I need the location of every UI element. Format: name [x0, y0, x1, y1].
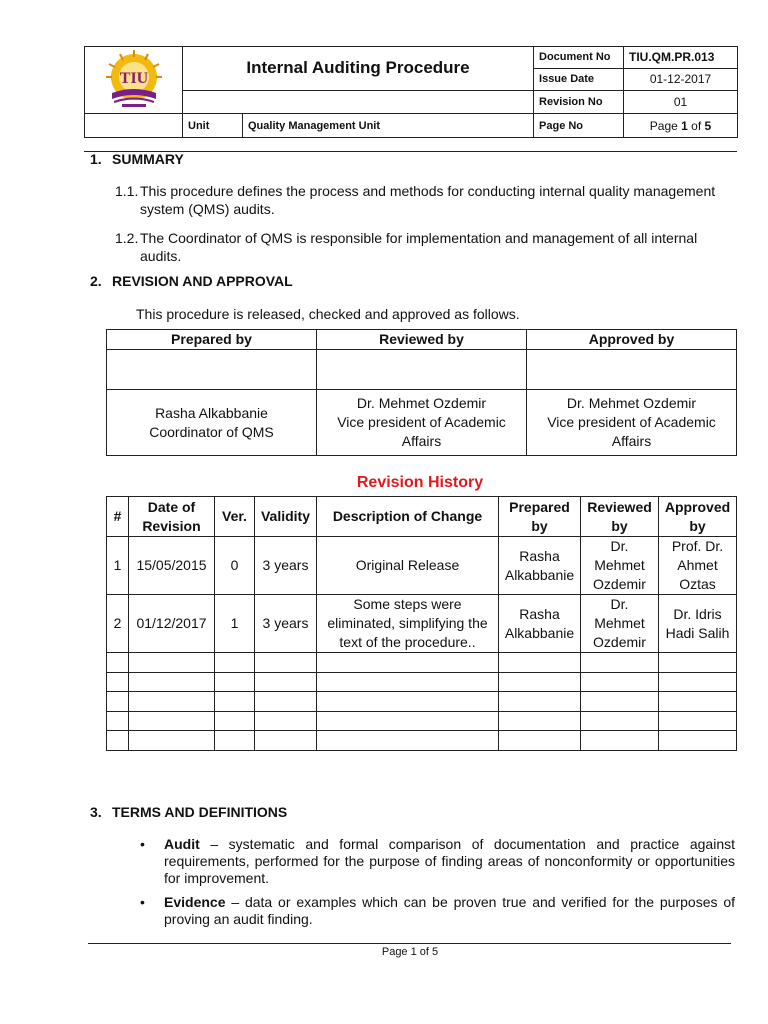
issue-date-label: Issue Date	[534, 68, 624, 90]
empty-row	[107, 711, 737, 731]
section-summary-heading: 1. SUMMARY	[90, 151, 184, 167]
unit-value: Quality Management Unit	[243, 114, 534, 138]
issue-date-value: 01-12-2017	[624, 68, 738, 90]
summary-item-2: 1.2. The Coordinator of QMS is responsible for implementation and management of all internal audits.	[115, 230, 698, 264]
bullet-icon: •	[140, 894, 145, 910]
empty-row	[107, 672, 737, 692]
rev-header-validity: Validity	[255, 497, 317, 537]
section-terms-heading: 3. TERMS AND DEFINITIONS	[90, 804, 288, 820]
revision-no-label: Revision No	[534, 90, 624, 113]
university-logo	[100, 47, 168, 113]
signature-cell	[317, 350, 527, 390]
logo-bottom	[85, 114, 183, 138]
approval-header-reviewed: Reviewed by	[317, 330, 527, 350]
approval-table	[106, 329, 737, 456]
revision-no-value: 01	[624, 90, 738, 113]
document-no-label: Document No	[534, 47, 624, 69]
document-no-value: TIU.QM.PR.013	[624, 47, 738, 69]
signature-cell	[527, 350, 737, 390]
rev-header-num: #	[107, 497, 129, 537]
table-row: 1 15/05/2015 0 3 years Original Release Rasha Alkabbanie Dr. Mehmet Ozdemir Prof. Dr. Ahmet Oztas	[107, 537, 737, 595]
page-no-value: Page 1 of 5	[624, 114, 738, 138]
approval-header-approved: Approved by	[527, 330, 737, 350]
prepared-by-cell: Rasha Alkabbanie Coordinator of QMS	[107, 390, 317, 456]
empty-row	[107, 653, 737, 673]
title-spacer	[183, 90, 534, 113]
unit-label: Unit	[183, 114, 243, 138]
empty-row	[107, 692, 737, 712]
svg-text:TIU: TIU	[119, 70, 148, 87]
definition-audit: • Audit – systematic and formal comparison of documentation and practice against requirements, performed for the purpose of finding areas of nonconformity or opportunities for improvement.	[140, 836, 735, 886]
rev-header-reviewed: Reviewed by	[581, 497, 659, 537]
empty-row	[107, 731, 737, 751]
page-footer: Page 1 of 5	[381, 946, 439, 958]
bullet-icon: •	[140, 836, 145, 852]
section-revision-approval-heading: 2. REVISION AND APPROVAL	[90, 273, 293, 289]
approval-intro: This procedure is released, checked and approved as follows.	[136, 306, 520, 322]
table-row: 2 01/12/2017 1 3 years Some steps were eliminated, simplifying the text of the procedure.. Rasha Alkabbanie Dr. Mehmet Ozdemir Dr. Idris Hadi Salih	[107, 595, 737, 653]
footer-divider	[88, 943, 731, 944]
rev-header-desc: Description of Change	[317, 497, 499, 537]
rev-header-approved: Approved by	[659, 497, 737, 537]
definition-evidence: • Evidence – data or examples which can be proven true and verified for the purposes of proving an audit finding.	[140, 894, 735, 927]
signature-cell	[107, 350, 317, 390]
rev-header-prepared: Prepared by	[499, 497, 581, 537]
revision-history-title: Revision History	[356, 474, 484, 491]
logo-cell	[85, 47, 183, 114]
document-header	[84, 46, 738, 138]
page-no-label: Page No	[534, 114, 624, 138]
reviewed-by-cell: Dr. Mehmet Ozdemir Vice president of Academic Affairs	[317, 390, 527, 456]
document-title: Internal Auditing Procedure	[183, 47, 534, 91]
approved-by-cell: Dr. Mehmet Ozdemir Vice president of Academic Affairs	[527, 390, 737, 456]
revision-history-table	[106, 496, 737, 751]
rev-header-date: Date of Revision	[129, 497, 215, 537]
summary-item-1: 1.1. This procedure defines the process and methods for conducting internal quality management system (QMS) audits.	[115, 183, 716, 217]
approval-header-prepared: Prepared by	[107, 330, 317, 350]
rev-header-ver: Ver.	[215, 497, 255, 537]
